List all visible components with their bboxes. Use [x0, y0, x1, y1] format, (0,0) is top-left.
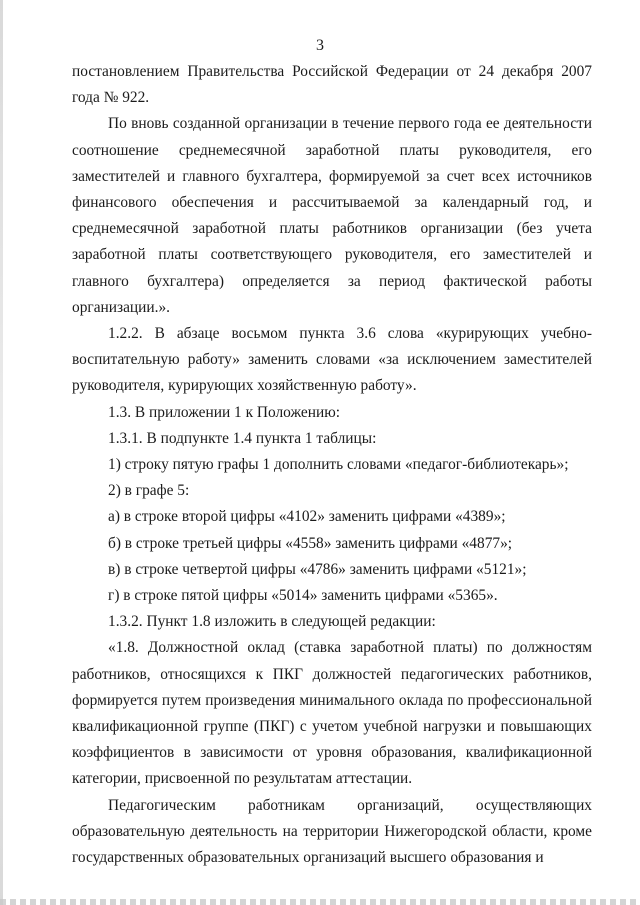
- list-item-b: б) в строке третьей цифры «4558» заменить цифрами «4877»;: [108, 534, 513, 552]
- paragraph-pedagogical-workers: Педагогическим работникам организаций, осуществляющих образовательную деятельность на территории Нижегородской области, кроме государственных образовательных организаций высшего образования и: [72, 796, 592, 867]
- paragraph-1-2-2: 1.2.2. В абзаце восьмом пункта 3.6 слова «курирующих учебно-воспитательную работу» заменить словами «за исключением заместителей руководителя, курирующих хозяйственную работу».: [72, 325, 592, 395]
- list-item-2: 2) в графе 5:: [108, 482, 190, 500]
- list-item-g: г) в строке пятой цифры «5014» заменить цифрами «5365».: [108, 587, 498, 605]
- document-body: [72, 59, 592, 871]
- paragraph-1-3: 1.3. В приложении 1 к Положению:: [108, 403, 341, 421]
- page-number: 3: [316, 37, 324, 54]
- list-item-a: а) в строке второй цифры «4102» заменить цифрами «4389»;: [108, 508, 506, 526]
- paragraph-1-3-2: 1.3.2. Пункт 1.8 изложить в следующей редакции:: [108, 613, 436, 631]
- paragraph-continuation: постановлением Правительства Российской Федерации от 24 декабря 2007 года № 922.: [72, 63, 592, 107]
- list-item-v: в) в строке четвертой цифры «4786» заменить цифрами «5121»;: [108, 560, 527, 578]
- paragraph-new-organization-ratio: По вновь созданной организации в течение первого года ее деятельности соотношение среднемесячной заработной платы руководителя, его заместителей и главного бухгалтера, формируемой за счет всех источников финансового обеспечения и рассчитываемой за календарный год, и среднемесячной заработной платы работников организации (без учета заработной платы соответствующего руководителя, его заместителей и главного бухгалтера) определяется за период фактической работы организации.».: [72, 115, 592, 316]
- list-item-1: 1) строку пятую графы 1 дополнить словами «педагог-библиотекарь»;: [108, 456, 569, 474]
- paragraph-1-3-1: 1.3.1. В подпункте 1.4 пункта 1 таблицы:: [108, 429, 377, 447]
- paragraph-1-8-salary: «1.8. Должностной оклад (ставка заработной платы) по должностям работников, относящихся к ПКГ должностей педагогических работников, формируется путем произведения минимального оклада по профессиональной квалификационной группе (ПКГ) с учетом учебной нагрузки и повышающих коэффициентов в зависимости от уровня образования, квалификационной категории, присвоенной по результатам аттестации.: [72, 639, 592, 788]
- scan-bottom-edge: [0, 899, 640, 905]
- scan-left-edge: [0, 0, 3, 905]
